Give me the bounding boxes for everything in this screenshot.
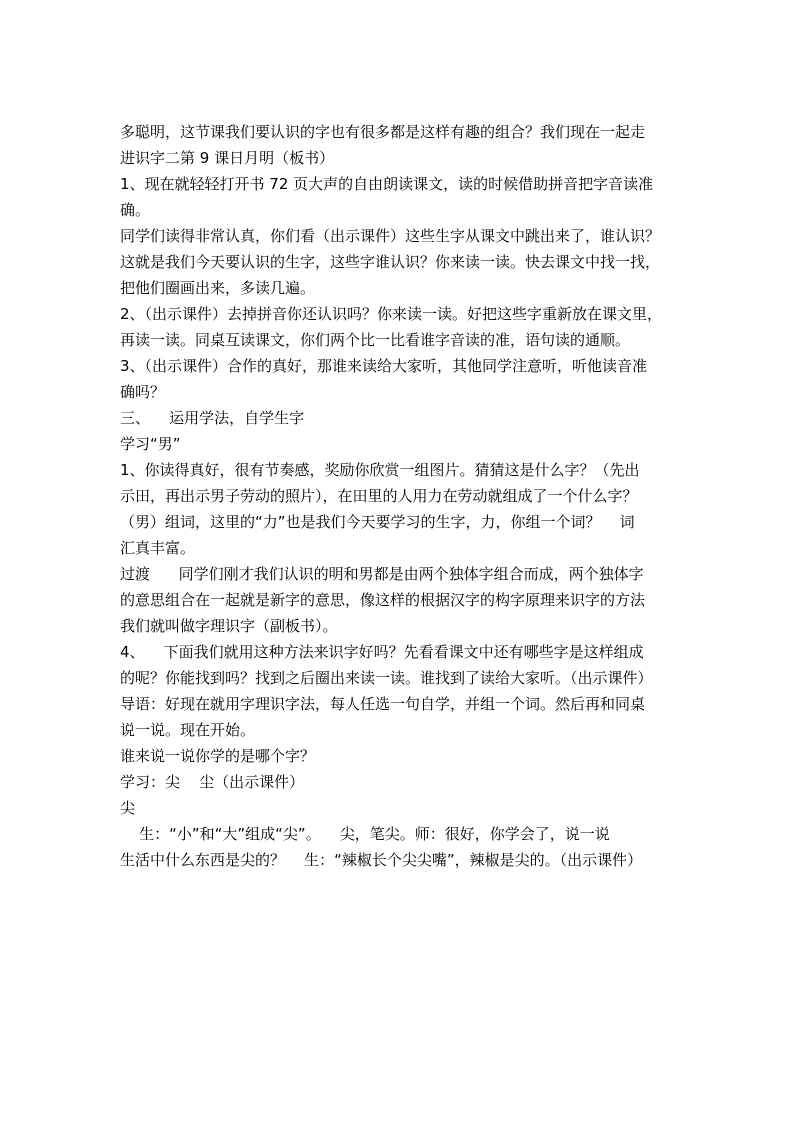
text-line: 尖	[120, 799, 136, 817]
text-line: 汇真丰富。	[120, 539, 196, 557]
text-line: 1、你读得真好，很有节奏感，奖励你欣赏一组图片。猜猜这是什么字？（先出	[120, 461, 640, 479]
text-line: 把他们圈画出来，多读几遍。	[120, 279, 316, 297]
text-line: 导语：好现在就用字理识字法，每人任选一句自学，并组一个词。然后再和同桌	[120, 695, 646, 713]
text-line: 的意思组合在一起就是新字的意思，像这样的根据汉字的构字原理来识字的方法	[120, 591, 646, 609]
text-line: 4、 下面我们就用这种方法来识字好吗？先看看课文中还有哪些字是这样组成	[120, 643, 644, 661]
text-line: 1、现在就轻轻打开书 72 页大声的自由朗读课文，读的时候借助拼音把字音读准	[120, 175, 654, 193]
text-line: 过渡 同学们刚才我们认识的明和男都是由两个独体字组合而成，两个独体字	[120, 565, 644, 583]
text-line: 说一说。现在开始。	[120, 721, 256, 739]
text-line: 2、（出示课件）去掉拼音你还认识吗？你来读一读。好把这些字重新放在课文里，	[120, 305, 663, 323]
text-line: 我们就叫做字理识字（副板书）。	[120, 617, 338, 635]
text-line: 确。	[120, 201, 151, 219]
text-line: 学习“男”	[120, 435, 181, 453]
text-line: （男）组词，这里的“力”也是我们今天要学习的生字，力，你组一个词？ 词	[120, 513, 635, 531]
text-line: 生活中什么东西是尖的？ 生：“辣椒长个尖尖嘴”，辣椒是尖的。（出示课件）	[120, 851, 643, 869]
text-line: 示田，再出示男子劳动的照片），在田里的人用力在劳动就组成了一个什么字？	[120, 487, 638, 505]
text-line: 的呢？你能找到吗？找到之后圈出来读一读。谁找到了读给大家听。（出示课件）	[120, 669, 653, 687]
text-line: 多聪明，这节课我们要认识的字也有很多都是这样有趣的组合？我们现在一起走	[120, 123, 646, 141]
text-line: 生：“小”和“大”组成“尖”。 尖，笔尖。师：很好，你学会了，说一说	[120, 825, 610, 843]
text-line: 3、（出示课件）合作的真好，那谁来读给大家听，其他同学注意听，听他读音准	[120, 357, 648, 375]
document-body	[120, 119, 686, 873]
text-line: 这就是我们今天要认识的生字，这些字谁认识？你来读一读。快去课文中找一找，	[120, 253, 661, 271]
text-line: 同学们读得非常认真，你们看（出示课件）这些生字从课文中跳出来了，谁认识？	[120, 227, 661, 245]
section-heading: 三、 运用学法，自学生字	[120, 409, 305, 427]
text-line: 确吗？	[120, 383, 166, 401]
text-line: 谁来说一说你学的是哪个字？	[120, 747, 316, 765]
text-line: 进识字二第 9 课日月明（板书）	[120, 149, 335, 167]
text-line: 学习：尖 尘（出示课件）	[120, 773, 305, 791]
text-line: 再读一读。同桌互读课文，你们两个比一比看谁字音读的准，语句读的通顺。	[120, 331, 631, 349]
